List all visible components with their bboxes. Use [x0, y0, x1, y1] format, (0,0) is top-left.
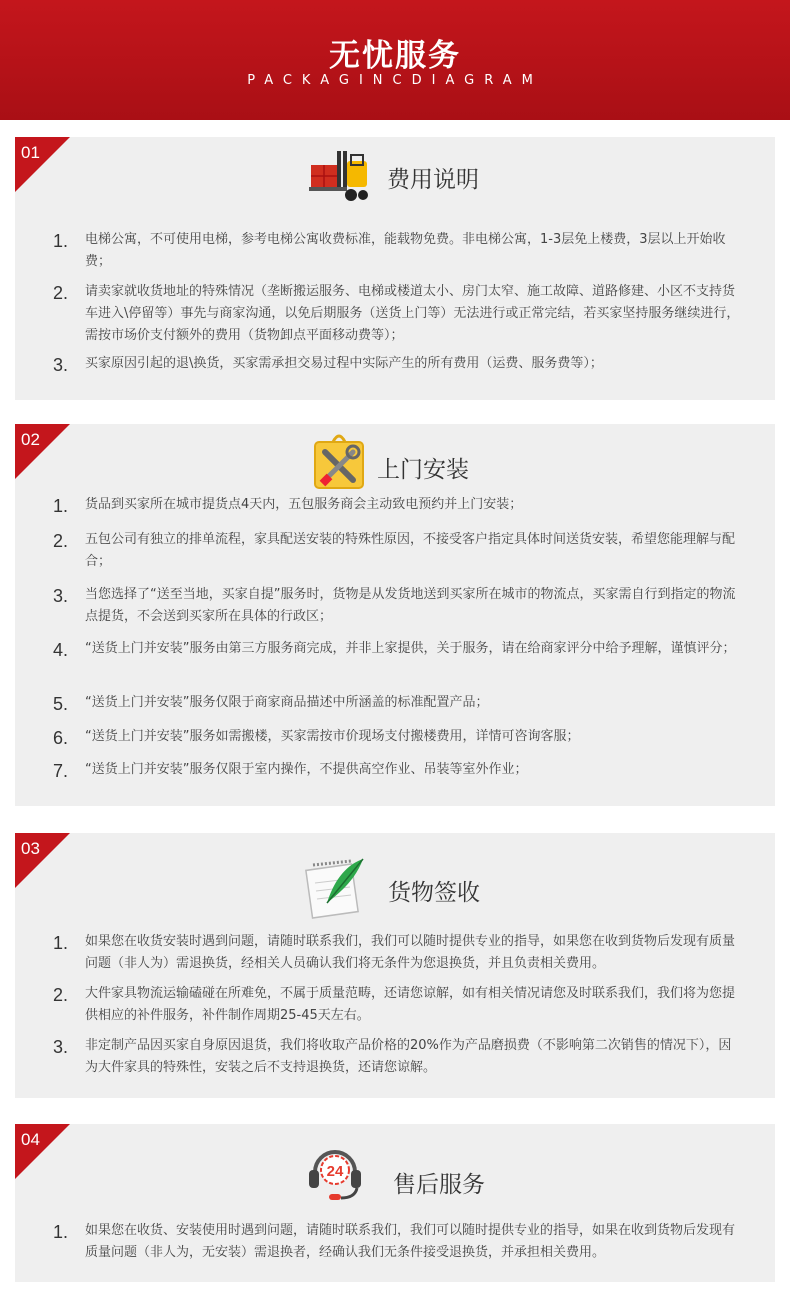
tools-icon [307, 428, 371, 492]
quill-notepad-icon [305, 855, 369, 919]
section-title: 售后服务 [393, 1172, 485, 1198]
section-receipt: 03 货物签收 1. 如果您在收货安装时遇到问题，请随时联系我们，我们可以随时提供专业的指导，如果您在收到货物后发现有质量问题（非人为）需退换货，经相关人员确认我们将无条件为您退换货，并且负责相关费用。 2. 大件家具物流运输磕碰在所难免，不属于质量范畴，还请您谅解，如有相关情况请您及时联系我们，我们将为您提供相应的补件服务，补件制作周期25-45天左右。 3. 非定制产品因买家自身原因退货，我们将收取产品价格的20%作为产品磨损费（不影响第二次销售的情况下），因为大件家具的特殊性，安装之后不支持退换货，还请您谅解。 [15, 833, 775, 1098]
svg-text:24: 24 [326, 1163, 344, 1180]
section-number-badge: 02 [15, 424, 70, 479]
section-title: 费用说明 [387, 167, 479, 193]
section-fees: 01 费用说明 1. 电梯公寓，不可使用电梯，参考电梯公寓收费标准，能载物免费。非电梯公寓，1-3层免上楼费，3层以上开始收费； 2. 请卖家就收货地址的特殊情况（垄断搬运服务、电梯或楼道太小、房门太窄、施工故障、道路修建、小区不支持货车进入\停留等）事先与商家沟通，以免后期服务（送货上门等）无法进行或正常完结，若买家坚持服务继续进行，需按市场价支付额外的费用（货物卸点平面移动费等）； 3. 买家原因引起的退\换货，买家需承担交易过程中实际产生的所有费用（运费、服务费等）； [15, 137, 775, 400]
page-subtitle: PACKAGINCDIAGRAM [247, 73, 543, 88]
page-header [0, 0, 790, 120]
section-number-badge: 01 [15, 137, 70, 192]
section-after-sales: 04 24 售后服务 1. 如果您在收货、安装使用时遇到问题，请随时联系我们，我们可以随时提供专业的指导，如果在收到货物后发现有质量问题（非人为，无安装）需退换者，经确认我们无条件接受退换货，并承担相关费用。 [15, 1124, 775, 1282]
headset-24-icon [303, 1138, 367, 1202]
section-installation: 02 上门安装 1. 货品到买家所在城市提货点4天内，五包服务商会主动致电预约并上门安装； 2. 五包公司有独立的排单流程，家具配送安装的特殊性原因，不接受客户指定具体时间送货安装，希望您能理解与配合； 3. 当您选择了“送至当地，买家自提”服务时，货物是从发货地送到买家所在城市的物流点，买家需自行到指定的物流点提货，不会送到买家所在具体的行政区； 4. “送货上门并安装”服务由第三方服务商完成，并非上家提供，关于服务，请在给商家评分中给予理解，谨慎评分； 5. “送货上门并安装”服务仅限于商家商品描述中所涵盖的标准配置产品； 6. “送货上门并安装”服务如需搬楼，买家需按市价现场支付搬楼费用，详情可咨询客服； 7. “送货上门并安装”服务仅限于室内操作，不提供高空作业、吊装等室外作业； [15, 424, 775, 806]
section-number-badge: 04 [15, 1124, 70, 1179]
section-number-badge: 03 [15, 833, 70, 888]
page-title: 无忧服务 [329, 38, 461, 74]
section-title: 货物签收 [388, 880, 480, 906]
forklift-icon [307, 143, 371, 207]
section-title: 上门安装 [377, 457, 469, 483]
